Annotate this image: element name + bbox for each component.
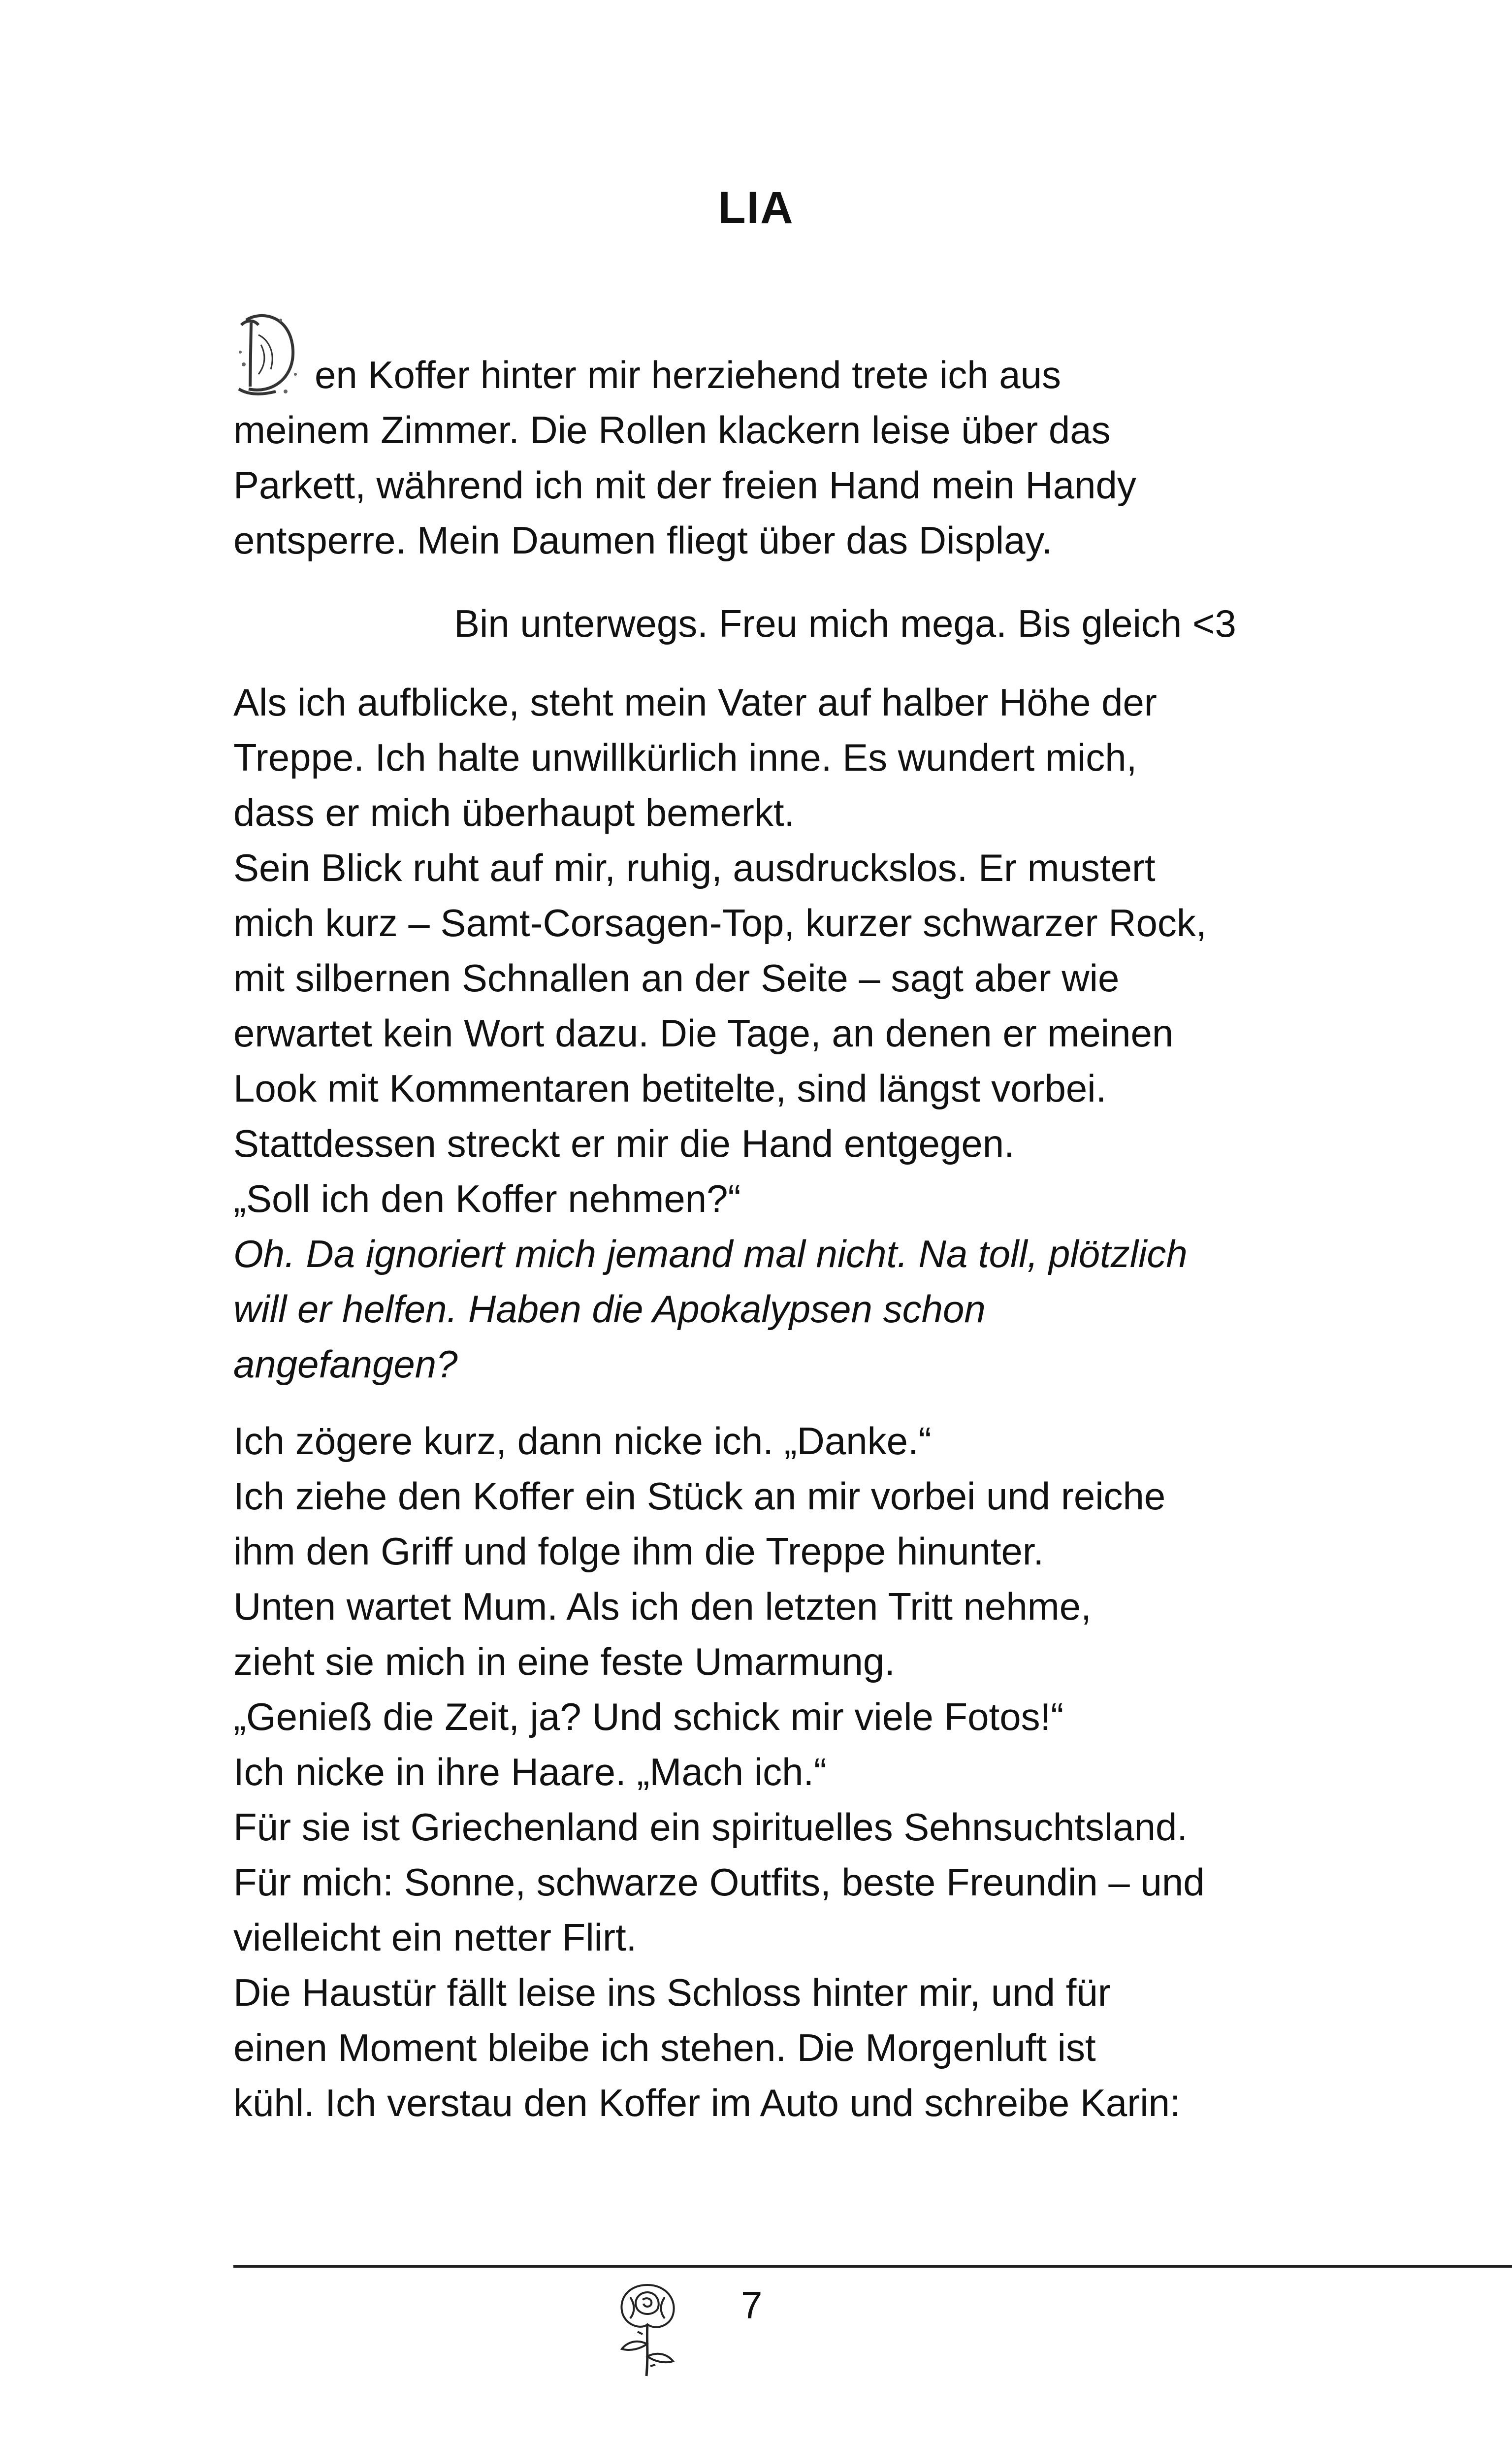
page-number: 7 bbox=[741, 2283, 763, 2327]
opening-paragraph bbox=[233, 347, 1297, 568]
footer-divider bbox=[233, 2265, 1512, 2268]
text-line: Parkett, während ich mit der freien Hand mein Handy bbox=[233, 463, 1136, 507]
text-line: meinem Zimmer. Die Rollen klackern leise über das bbox=[233, 408, 1111, 452]
paragraph-3 bbox=[233, 1413, 1297, 2130]
text-line: dass er mich überhaupt bemerkt. bbox=[233, 791, 795, 834]
thought-line: will er helfen. Haben die Apokalypsen schon bbox=[233, 1287, 986, 1331]
text-line: Ich nicke in ihre Haare. „Mach ich.“ bbox=[233, 1750, 827, 1793]
text-line: zieht sie mich in eine feste Umarmung. bbox=[233, 1640, 895, 1683]
paragraph-2 bbox=[233, 675, 1297, 1392]
thought-line: angefangen? bbox=[233, 1342, 458, 1386]
text-line: Für sie ist Griechenland ein spirituelles Sehnsuchtsland. bbox=[233, 1805, 1188, 1849]
text-line: Für mich: Sonne, schwarze Outfits, beste Freundin – und bbox=[233, 1860, 1205, 1904]
text-line: Die Haustür fällt leise ins Schloss hinter mir, und für bbox=[233, 1971, 1111, 2014]
text-line: Look mit Kommentaren betitelte, sind längst vorbei. bbox=[233, 1067, 1107, 1110]
text-line: „Genieß die Zeit, ja? Und schick mir viele Fotos!“ bbox=[233, 1695, 1064, 1738]
text-line: Ich zögere kurz, dann nicke ich. „Danke.“ bbox=[233, 1419, 932, 1463]
text-line: mich kurz – Samt-Corsagen-Top, kurzer schwarzer Rock, bbox=[233, 901, 1207, 945]
chapter-title: LIA bbox=[718, 183, 794, 233]
text-line: mit silbernen Schnallen an der Seite – sagt aber wie bbox=[233, 956, 1120, 1000]
text-line: ihm den Griff und folge ihm die Treppe hinunter. bbox=[233, 1530, 1044, 1573]
text-line: Unten wartet Mum. Als ich den letzten Tritt nehme, bbox=[233, 1585, 1092, 1628]
text-line: einen Moment bleibe ich stehen. Die Morgenluft ist bbox=[233, 2026, 1096, 2069]
thought-line: Oh. Da ignoriert mich jemand mal nicht. Na toll, plötzlich bbox=[233, 1232, 1188, 1275]
text-line: Sein Blick ruht auf mir, ruhig, ausdruckslos. Er mustert bbox=[233, 846, 1156, 889]
text-line: Ich ziehe den Koffer ein Stück an mir vorbei und reiche bbox=[233, 1474, 1166, 1518]
text-line: Treppe. Ich halte unwillkürlich inne. Es wundert mich, bbox=[233, 736, 1137, 779]
text-line: kühl. Ich verstau den Koffer im Auto und schreibe Karin: bbox=[233, 2081, 1181, 2124]
text-line: erwartet kein Wort dazu. Die Tage, an denen er meinen bbox=[233, 1011, 1174, 1055]
rose-icon bbox=[608, 2275, 687, 2378]
text-line: „Soll ich den Koffer nehmen?“ bbox=[233, 1177, 741, 1220]
text-line: vielleicht ein netter Flirt. bbox=[233, 1916, 637, 1959]
text-line: en Koffer hinter mir herziehend trete ich aus bbox=[315, 353, 1062, 396]
text-message: Bin unterwegs. Freu mich mega. Bis gleich <3 bbox=[454, 602, 1236, 645]
text-line: entsperre. Mein Daumen fliegt über das Display. bbox=[233, 519, 1053, 562]
text-line: Als ich aufblicke, steht mein Vater auf halber Höhe der bbox=[233, 681, 1157, 724]
text-line: Stattdessen streckt er mir die Hand entgegen. bbox=[233, 1122, 1015, 1165]
